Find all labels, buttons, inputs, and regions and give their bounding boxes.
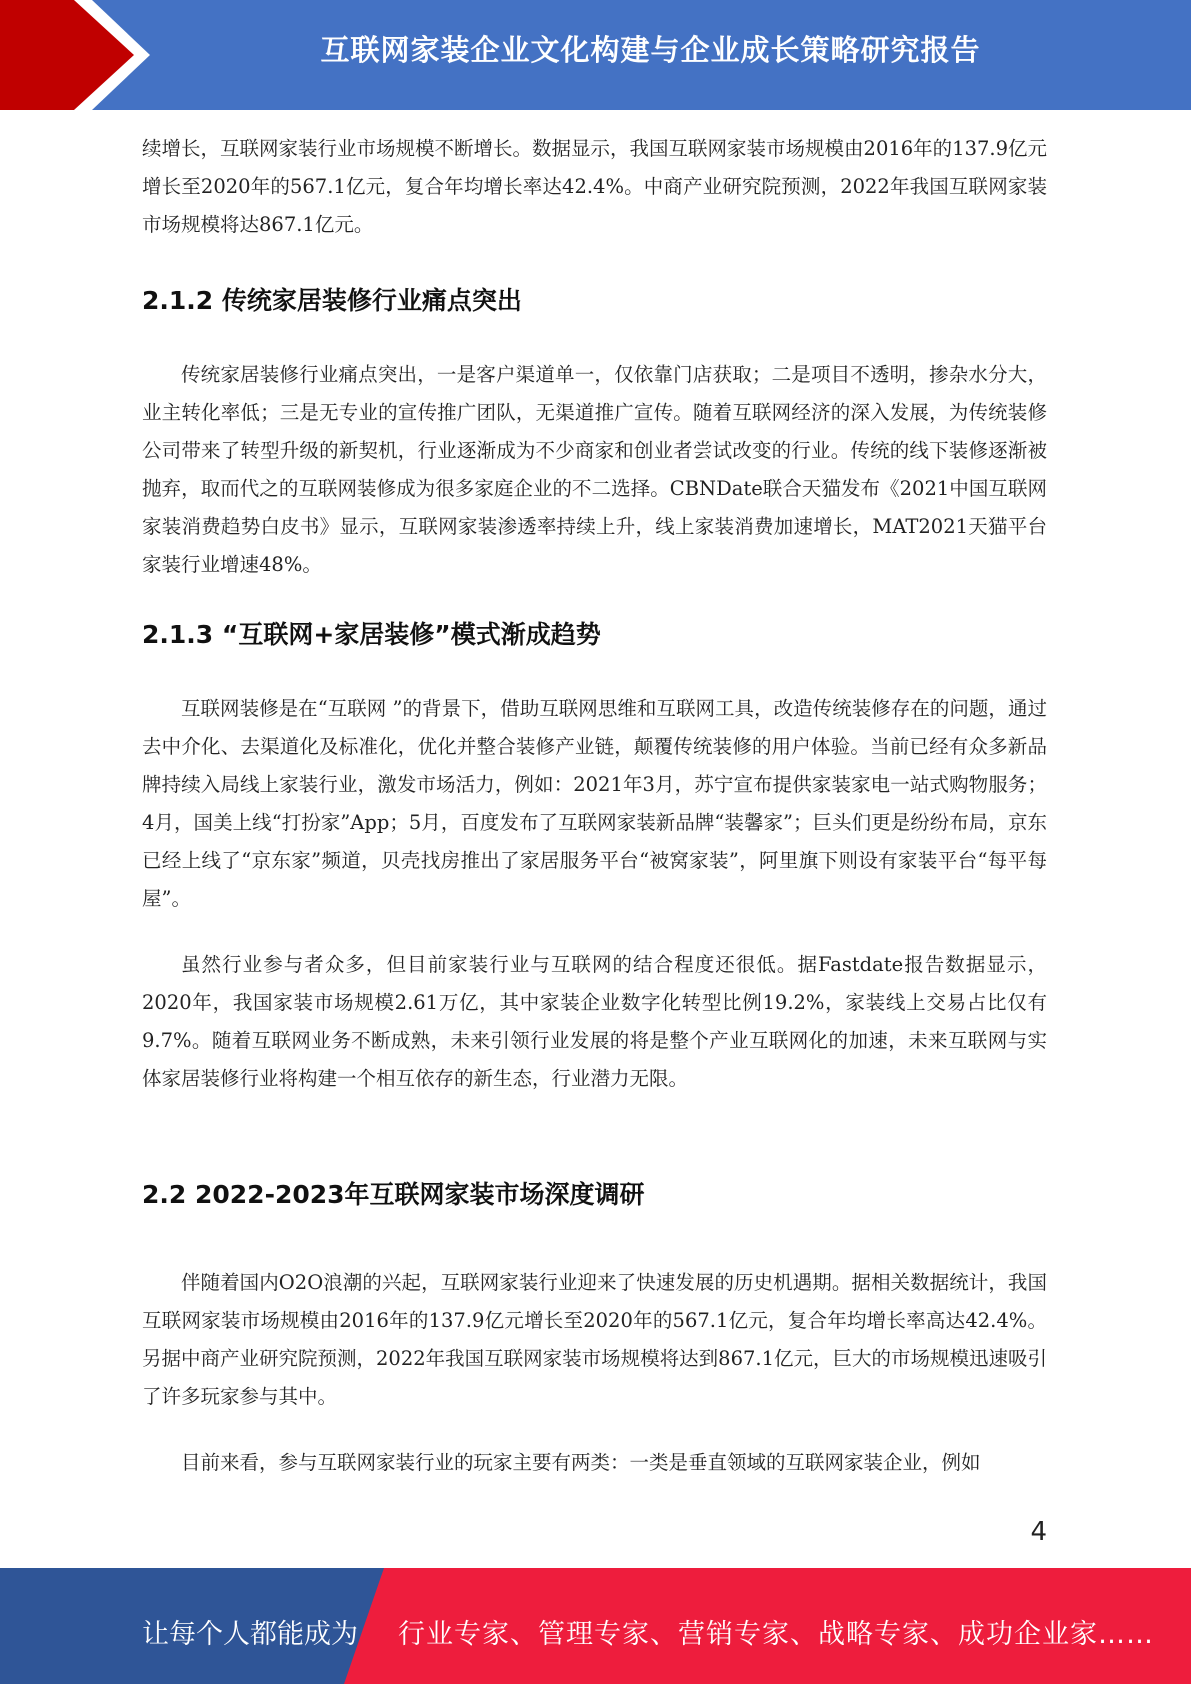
section-2-1-3-paragraph-2: 虽然行业参与者众多，但目前家装行业与互联网的结合程度还很低。据Fastdate报告数据显示，2020年，我国家装市场规模2.61万亿，其中家装企业数字化转型比例19.2%，家装线上交易占比仅有9.7%。随着互联网业务不断成熟，未来引领行业发展的将是整个产业互联网化的加速，未来互联网与实体家居装修行业将构建一个相互依存的新生态，行业潜力无限。 (142, 953, 1047, 1090)
document-body (142, 130, 1047, 1482)
section-heading-2-1-2: 2.1.2 传统家居装修行业痛点突出 (142, 286, 522, 315)
page-number: 4 (1030, 1517, 1047, 1547)
footer-slogan-right: 行业专家、管理专家、营销专家、战略专家、成功企业家…… (398, 1619, 1154, 1650)
section-heading-2-2: 2.2 2022-2023年互联网家装市场深度调研 (142, 1180, 645, 1209)
section-heading-2-1-3: 2.1.3 “互联网+家居装修”模式渐成趋势 (142, 620, 601, 649)
section-2-2-paragraph-1: 伴随着国内O2O浪潮的兴起，互联网家装行业迎来了快速发展的历史机遇期。据相关数据统计，我国互联网家装市场规模由2016年的137.9亿元增长至2020年的567.1亿元，复合年均增长率高达42.4%。另据中商产业研究院预测，2022年我国互联网家装市场规模将达到867.1亿元，巨大的市场规模迅速吸引了许多玩家参与其中。 (142, 1271, 1047, 1408)
report-title: 互联网家装企业文化构建与企业成长策略研究报告 (320, 33, 981, 67)
footer-slogan-left: 让每个人都能成为 (142, 1619, 358, 1650)
page-header (0, 0, 1191, 110)
page-footer (0, 1568, 1191, 1684)
section-2-1-3-paragraph-1: 互联网装修是在“互联网 ”的背景下，借助互联网思维和互联网工具，改造传统装修存在的问题，通过去中介化、去渠道化及标准化，优化并整合装修产业链，颠覆传统装修的用户体验。当前已经有众多新品牌持续入局线上家装行业，激发市场活力，例如：2021年3月，苏宁宣布提供家装家电一站式购物服务；4月，国美上线“打扮家”App；5月，百度发布了互联网家装新品牌“装馨家”；巨头们更是纷纷布局，京东已经上线了“京东家”频道，贝壳找房推出了家居服务平台“被窝家装”，阿里旗下则设有家装平台“每平每屋”。 (142, 697, 1047, 910)
section-2-2-paragraph-2: 目前来看，参与互联网家装行业的玩家主要有两类：一类是垂直领域的互联网家装企业，例如 (181, 1451, 981, 1474)
section-2-1-2-paragraph: 传统家居装修行业痛点突出，一是客户渠道单一，仅依靠门店获取；二是项目不透明，掺杂水分大，业主转化率低；三是无专业的宣传推广团队，无渠道推广宣传。随着互联网经济的深入发展，为传统装修公司带来了转型升级的新契机，行业逐渐成为不少商家和创业者尝试改变的行业。传统的线下装修逐渐被抛弃，取而代之的互联网装修成为很多家庭企业的不二选择。CBNDate联合天猫发布《2021中国互联网家装消费趋势白皮书》显示，互联网家装渗透率持续上升，线上家装消费加速增长，MAT2021天猫平台家装行业增速48%。 (142, 363, 1047, 576)
intro-paragraph: 续增长，互联网家装行业市场规模不断增长。数据显示，我国互联网家装市场规模由2016年的137.9亿元增长至2020年的567.1亿元，复合年均增长率达42.4%。中商产业研究院预测，2022年我国互联网家装市场规模将达867.1亿元。 (142, 137, 1047, 236)
